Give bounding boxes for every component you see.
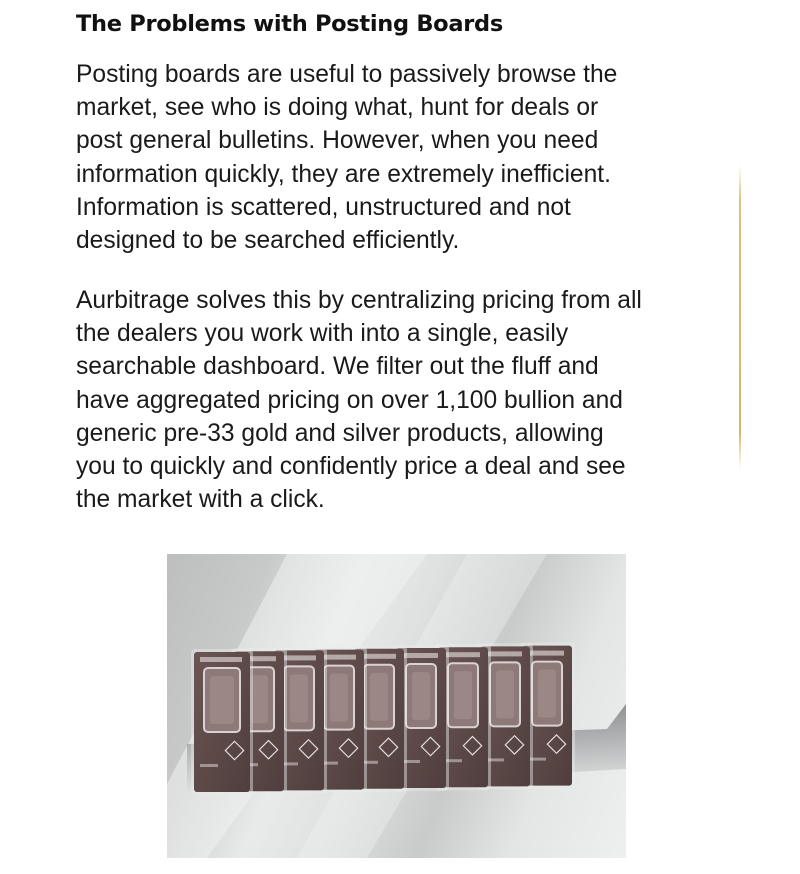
bullion-card — [191, 649, 253, 795]
bar-engraving — [330, 674, 348, 722]
paragraph-line: designed to be searched efficiently. — [76, 227, 460, 255]
paragraph-line: market, see who is doing what, hunt for deals or — [76, 94, 599, 122]
paragraph-line: post general bulletins. However, when you need — [76, 127, 599, 155]
bar-engraving — [210, 676, 234, 724]
paragraph-line: Information is scattered, unstructured and not — [76, 193, 571, 221]
serial-strip — [486, 651, 522, 656]
paragraph-line: the market with a click. — [76, 486, 325, 514]
bar-engraving — [454, 671, 472, 719]
paragraph-line: searchable dashboard. We filter out the fluff and — [76, 353, 599, 381]
serial-strip — [402, 653, 438, 658]
serial-strip — [528, 651, 564, 656]
section-heading: The Problems with Posting Boards — [76, 11, 503, 37]
paragraph-line: information quickly, they are extremely inefficient. — [76, 160, 611, 188]
bullion-bars-photo — [167, 554, 626, 858]
serial-strip — [200, 657, 242, 662]
bar-engraving — [290, 674, 308, 722]
paragraph-line: Posting boards are useful to passively browse the — [76, 61, 618, 88]
paragraph-posting-boards — [76, 58, 716, 257]
bullion-bars-illustration — [167, 554, 626, 858]
fine-print — [200, 764, 218, 767]
paragraph-line: the dealers you work with into a single, easily — [76, 320, 569, 348]
bar-engraving — [496, 670, 514, 718]
paragraph-line: you to quickly and confidently price a deal and see — [76, 453, 626, 481]
paragraph-aurbitrage — [76, 284, 716, 516]
bar-engraving — [370, 673, 388, 721]
paragraph-line: Aurbitrage solves this by centralizing pricing from all — [76, 287, 642, 314]
decorative-divider — [739, 165, 741, 469]
bar-engraving — [412, 672, 430, 720]
paragraph-line: have aggregated pricing on over 1,100 bullion and — [76, 386, 623, 414]
serial-strip — [444, 652, 480, 657]
paragraph-line: generic pre-33 gold and silver products, allowing — [76, 419, 604, 447]
bar-engraving — [538, 670, 556, 718]
